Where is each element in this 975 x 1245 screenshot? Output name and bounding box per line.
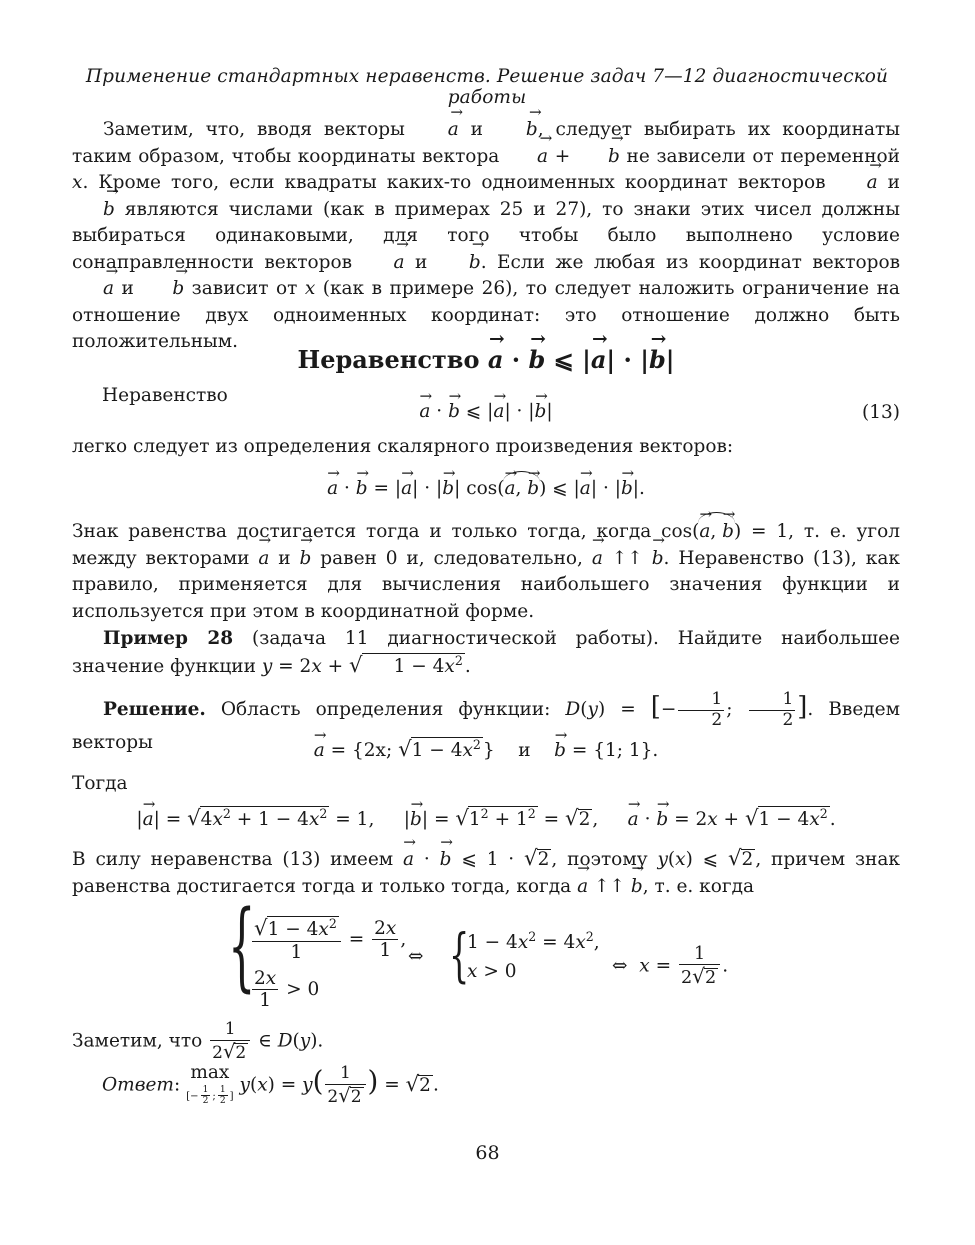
running-header: Применение стандартных неравенств. Решение задач 7—12 диагностической работы	[85, 66, 889, 108]
intro-paragraph: Заметим, что, вводя векторы → a и → b, следует выбирать их координаты таким образом, чтобы координаты вектора → a + → b не зависели от переменной x. Кроме того, если квадраты каких-то одноименных координат векторов → a и → b являются числами (как в примерах 25 и 27), то знаки этих чисел должны выбираться одинаковыми, для того чтобы было выполнено условие сонаправленности векторов → a и → b. Если же любая из координат векторов → a и → b зависит от x (как в примере 26), то следует наложить ограничение на отношение двух одноименных координат: это отношение должно быть положительным.	[72, 117, 900, 356]
inequality-intro: Неравенство	[102, 385, 228, 406]
magnitudes-formula: |→ $a| = √4x^2 + 1 - 4x^2 = 1$, |→ $b| = √1^2 + 1^2 = √2$ , → a · → $b = 2x + √1 - 4x^2$ .	[72, 806, 900, 831]
solution-paragraph: Решение. Область определения функции: D(y) = [− $\frac{1}{2}$ ; $\frac{1}{2}$ ]. Введем векторы	[72, 689, 901, 754]
equality-paragraph: Знак равенства достигается тогда и только тогда, когда cos(→ a, → b) = 1, т. е. угол между векторами → a и → b равен 0 и, следовательно, → a ↑↑ → b. Неравенство (13), как правило, применяется для вычисления наибольшего значения функции и используется при этом в координатной форме.	[72, 519, 900, 625]
follows-text: легко следует из определения скалярного произведения векторов:	[72, 436, 734, 457]
section-title: Неравенство → a · → b ⩽ |→ a| · |→ b|	[72, 345, 900, 374]
then-word: Тогда	[72, 773, 128, 794]
by-virtue-paragraph: В силу неравенства (13) имеем → a · → b ⩽ 1 · √2 , поэтому y(x) ⩽ √2 , причем знак равенства достигается тогда и только тогда, когда → a ↑↑ → b, т. е. когда	[72, 846, 900, 900]
answer-line: Ответ: max [− $\frac{1}{2}$ ; $\frac{1}{2}$ ] y(x) = y( $\frac{1}{2√2}$ ) = √2 .	[102, 1062, 439, 1107]
example-28: Пример 28 (задача 11 диагностической работы). Найдите наибольшее значение функции y = 2x + √ $1 - 4x^2$ .	[72, 628, 900, 678]
note-paragraph: Заметим, что $\frac{1}{2√2}$ ∈ D(y).	[72, 1019, 324, 1063]
page-number: 68	[475, 1142, 500, 1164]
vectors-definition: → a = {2x; $√1 - 4x^2$ } и → b = {1; 1}.	[72, 737, 900, 762]
formula-13: → a · → b ⩽ |→ a| · |→ b|	[72, 401, 900, 422]
equation-number-13: (13)	[862, 402, 900, 423]
page: Применение стандартных неравенств. Решение задач 7—12 диагностической работы Заметим, что, вводя векторы → a и → b, следует выбирать их координаты таким образом, чтобы координаты вектора → a + → b не зависели от переменной x. Кроме того, если квадраты каких-то одноименных координат векторов → a и → b являются числами (как в примерах 25 и 27), то знаки этих чисел должны выбираться одинаковыми, для того чтобы было выполнено условие сонаправленности векторов → a и → b. Если же любая из координат векторов → a и → b зависит от x (как в примере 26), то следует наложить ограничение на отношение двух одноименных координат: это отношение должно быть положительным. Неравенство → a · → b ⩽ |→ a| · |→ b| Неравенство → a · → b ⩽ |→ a| · |→ b| (13) легко следует из определения скалярного произведения векторов: → a · → b = |→ a| · |→ b| cos(→ a, → b) ⩽ |→ a| · |→ b|. Знак равенства достигается тогда и только тогда, когда cos(→ a, → b) = 1, т. е. угол между векторами → a и → b равен 0 и, следовательно, → a ↑↑ → b. Неравенство (13), как правило, применяется для вычисления наибольшего значения функции и используется при этом в координатной форме. Пример 28 (задача 11 диагностической работы). Найдите наибольшее значение функции y = 2x + √ $1 - 4x^2$ . Решение. Область определения функции: D(y) = [− $\frac{1}{2}$ ; $\frac{1}{2}$ ]. Введем векторы → a = {2x; $√1 - 4x^2$ } и → b = {1; 1}. Тогда |→ $a| = √4x^2 + 1 - 4x^2 = 1$, |→ $b| = √1^2 + 1^2 = √2$ , → a · → $b = 2x + √1 - 4x^2$ . В силу неравенства (13) имеем → a · → b ⩽ 1 · √2 , поэтому y(x) ⩽ √2 , причем знак равенства достигается тогда и только тогда, когда → a ↑↑ → b, т. е. когда { $\frac{√1 - 4x^2}{1}$ = $\frac{2x}{1}$ , $\frac{2x}{1}$ > 0 ⇔ { $1 - 4x^2 = 4x^2$, x > 0 ⇔ x = $\frac{1}{2√2}$ . Заметим, что $\frac{1}{2√2}$ ∈ D(y). Ответ: max [− $\frac{1}{2}$ ; $\frac{1}{2}$ ] y(x) = y( $\frac{1}{2√2}$ ) = √2 . 68	[0, 0, 975, 1245]
scalar-product-formula: → a · → b = |→ a| · |→ b| cos(→ a, → b) ⩽ |→ a| · |→ b|.	[72, 478, 900, 499]
